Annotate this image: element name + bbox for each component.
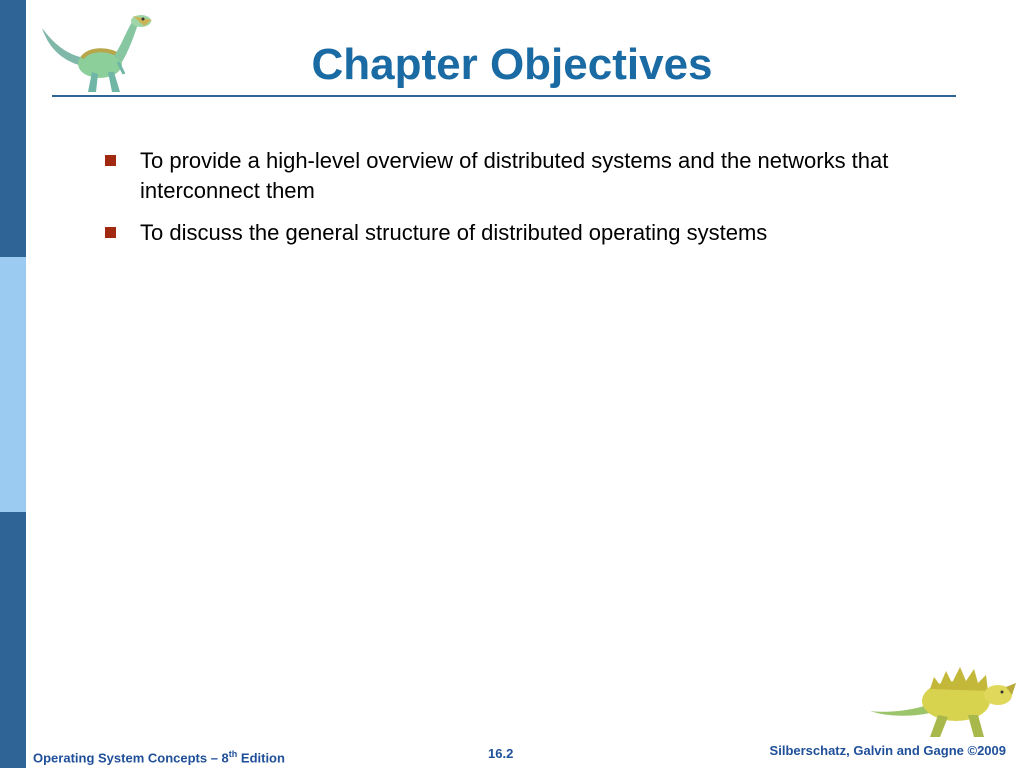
square-bullet-icon <box>105 155 116 166</box>
bullet-text: To provide a high-level overview of distributed systems and the networks that interconnect them <box>140 148 889 203</box>
slide-title: Chapter Objectives <box>311 40 713 89</box>
footer-copyright: Silberschatz, Galvin and Gagne ©2009 <box>769 743 1006 758</box>
side-band-bottom <box>0 512 26 768</box>
bullet-item <box>100 218 900 248</box>
side-band-middle <box>0 257 26 512</box>
square-bullet-icon <box>105 227 116 238</box>
title-divider <box>52 95 956 97</box>
bullet-text: To discuss the general structure of distributed operating systems <box>140 220 768 245</box>
dinosaur-icon <box>868 655 1018 740</box>
footer-book-title: Operating System Concepts – 8th Edition <box>33 749 285 766</box>
footer-page-number: 16.2 <box>488 746 514 761</box>
bullet-list <box>100 146 900 260</box>
bullet-item <box>100 146 900 206</box>
side-band <box>0 0 26 768</box>
